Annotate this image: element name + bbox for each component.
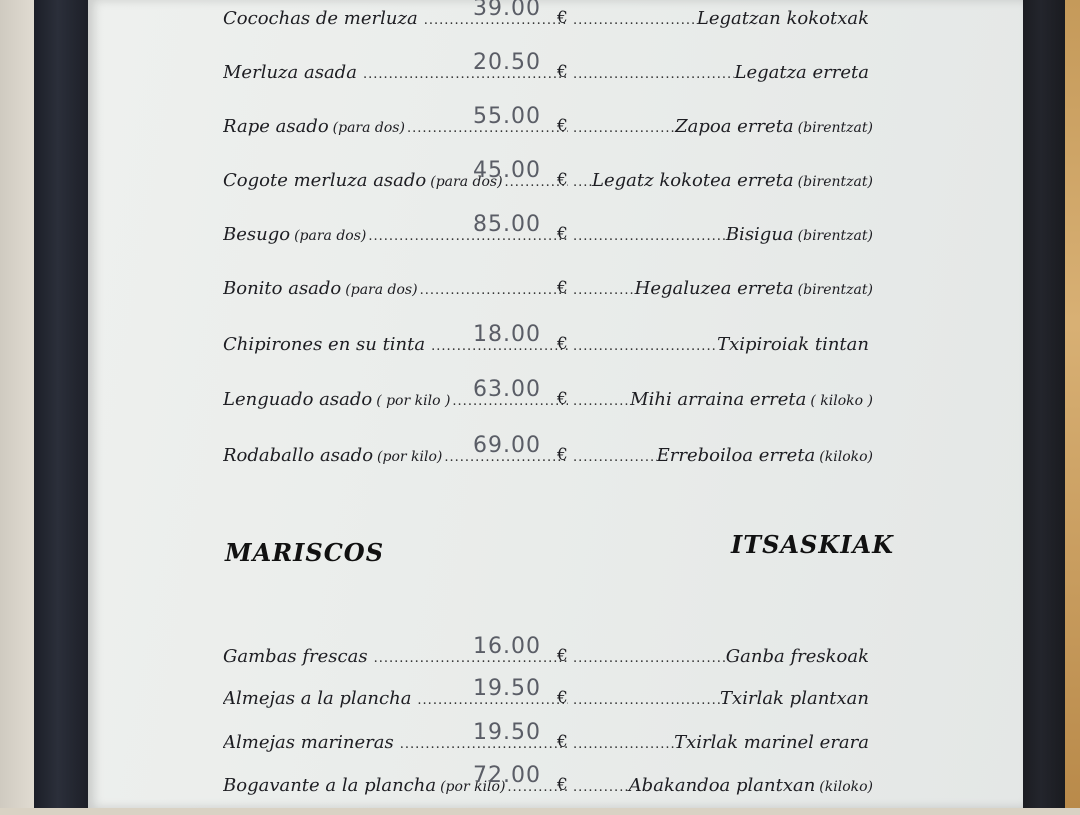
menu-item: [88, 377, 1023, 429]
item-name-es: Almejas marineras: [223, 732, 394, 753]
section-heading-es: MARISCOS: [225, 538, 385, 567]
euro-sign: €: [557, 170, 568, 190]
item-name-es: Gambas frescas: [223, 646, 368, 667]
item-name-eu: Txirlak plantxan: [720, 688, 869, 709]
menu-binder-left-edge: [34, 0, 94, 808]
item-name-eu: Txirlak marinel erara: [674, 732, 869, 753]
item-name-eu: Bisigua: [725, 224, 794, 245]
handwritten-price: 69.00: [473, 433, 541, 458]
leader-dots: [573, 651, 726, 666]
leader-dots: [573, 175, 592, 190]
item-note-eu: (kiloko): [819, 449, 873, 465]
leader-dots: [573, 229, 726, 244]
item-note-es: (para dos): [430, 174, 503, 190]
menu-item: [88, 158, 1023, 210]
euro-sign: €: [557, 278, 568, 298]
item-note-eu: (birentzat): [797, 120, 873, 136]
item-note-eu: (birentzat): [797, 228, 873, 244]
item-name-eu: Legatzan kokotxak: [696, 8, 869, 29]
item-name-eu: Zapoa erreta: [675, 116, 794, 137]
euro-sign: €: [557, 646, 568, 666]
euro-sign: €: [557, 445, 568, 465]
item-name-eu: Abakandoa plantxan: [628, 775, 816, 796]
handwritten-price: 16.00: [473, 634, 541, 659]
menu-item: [88, 763, 1023, 815]
leader-dots: [573, 780, 629, 795]
item-name-es: Cocochas de merluza: [223, 8, 418, 29]
item-note-es: (para dos): [345, 282, 418, 298]
euro-sign: €: [557, 8, 568, 28]
menu-page: [88, 0, 1023, 808]
handwritten-price: 55.00: [473, 104, 541, 129]
euro-sign: €: [557, 334, 568, 354]
item-note-es: (para dos): [294, 228, 367, 244]
item-name-es: Besugo: [223, 224, 291, 245]
leader-dots: [573, 121, 675, 136]
leader-dots: [573, 394, 630, 409]
item-name-eu: Txipiroiak tintan: [717, 334, 869, 355]
item-name-es: Lenguado asado: [223, 389, 373, 410]
handwritten-price: 39.00: [473, 0, 541, 21]
leader-dots: [573, 693, 720, 708]
leader-dots: [573, 283, 635, 298]
euro-sign: €: [557, 688, 568, 708]
leader-dots: [573, 450, 657, 465]
handwritten-price: 45.00: [473, 158, 541, 183]
item-note-es: (por kilo): [440, 779, 506, 795]
item-note-eu: ( kiloko ): [810, 393, 873, 409]
menu-item: [88, 278, 1023, 318]
euro-sign: €: [557, 732, 568, 752]
item-name-es: Rodaballo asado: [223, 445, 374, 466]
item-name-es: Merluza asada: [223, 62, 357, 83]
item-name-eu: Legatza erreta: [734, 62, 869, 83]
item-note-eu: (birentzat): [797, 282, 873, 298]
item-name-eu: Mihi arraina erreta: [630, 389, 807, 410]
menu-item: [88, 322, 1023, 374]
menu-item: [88, 50, 1023, 102]
item-name-es: Almejas a la plancha: [223, 688, 412, 709]
item-note-eu: (kiloko): [819, 779, 873, 795]
leader-dots: [573, 339, 717, 354]
item-name-es: Chipirones en su tinta: [223, 334, 426, 355]
handwritten-price: 18.00: [473, 322, 541, 347]
handwritten-price: 63.00: [473, 377, 541, 402]
item-name-eu: Hegaluzea erreta: [634, 278, 794, 299]
leader-dots: [573, 67, 734, 82]
handwritten-price: 20.50: [473, 50, 541, 75]
item-name-es: Cogote merluza asado: [223, 170, 427, 191]
handwritten-price: 85.00: [473, 212, 541, 237]
menu-item: [88, 104, 1023, 156]
item-name-eu: Erreboiloa erreta: [656, 445, 816, 466]
euro-sign: €: [557, 389, 568, 409]
item-note-es: ( por kilo ): [376, 393, 451, 409]
item-note-es: (para dos): [332, 120, 405, 136]
item-name-eu: Legatz kokotea erreta: [592, 170, 794, 191]
handwritten-price: 19.50: [473, 676, 541, 701]
item-name-es: Bonito asado: [223, 278, 342, 299]
item-name-es: Bogavante a la plancha: [223, 775, 437, 796]
item-name-es: Rape asado: [223, 116, 329, 137]
item-note-eu: (birentzat): [797, 174, 873, 190]
handwritten-price: 19.50: [473, 720, 541, 745]
leader-dots: [420, 283, 568, 298]
item-note-es: (por kilo): [377, 449, 443, 465]
euro-sign: €: [557, 775, 568, 795]
euro-sign: €: [557, 62, 568, 82]
menu-item: [88, 0, 1023, 48]
leader-dots: [573, 737, 674, 752]
euro-sign: €: [557, 116, 568, 136]
item-name-eu: Ganba freskoak: [725, 646, 869, 667]
handwritten-price: 72.00: [473, 763, 541, 788]
section-heading-eu: ITSASKIAK: [731, 530, 894, 559]
euro-sign: €: [557, 224, 568, 244]
menu-item: [88, 212, 1023, 264]
menu-item: [88, 433, 1023, 485]
leader-dots: [573, 13, 697, 28]
